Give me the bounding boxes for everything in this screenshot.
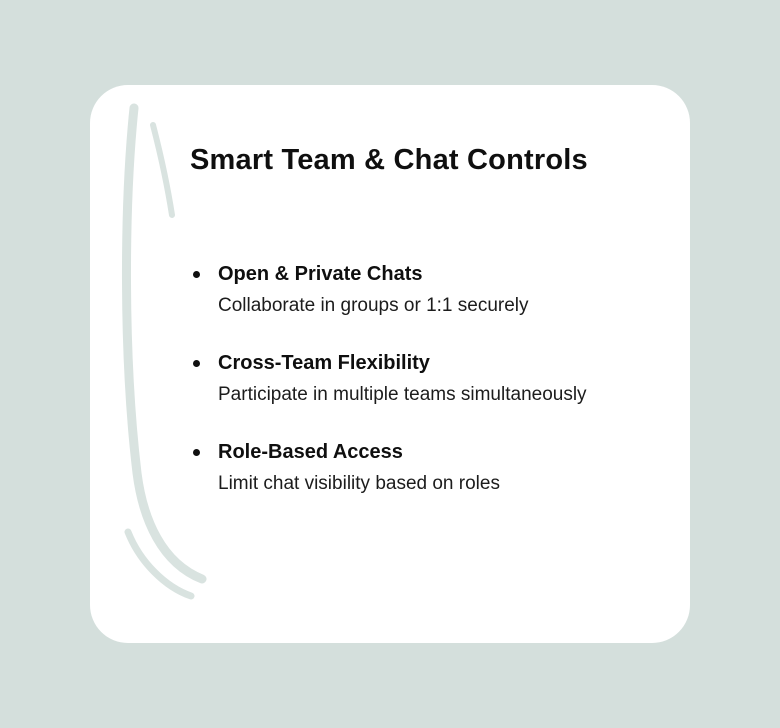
list-item: [191, 259, 587, 321]
list-item-description: Limit chat visibility based on roles: [218, 473, 500, 494]
list-item-heading: Role-Based Access: [218, 441, 403, 463]
list-item-heading: Open & Private Chats: [218, 263, 423, 285]
list-item-heading: Cross-Team Flexibility: [218, 352, 430, 374]
list-item-description: Collaborate in groups or 1:1 securely: [218, 295, 529, 316]
list-item-description: Participate in multiple teams simultaneously: [218, 384, 587, 405]
feature-list: [191, 259, 587, 526]
list-item: [191, 348, 587, 410]
list-item: [191, 437, 587, 499]
card-title: Smart Team & Chat Controls: [190, 144, 588, 176]
feature-card: [90, 85, 690, 643]
